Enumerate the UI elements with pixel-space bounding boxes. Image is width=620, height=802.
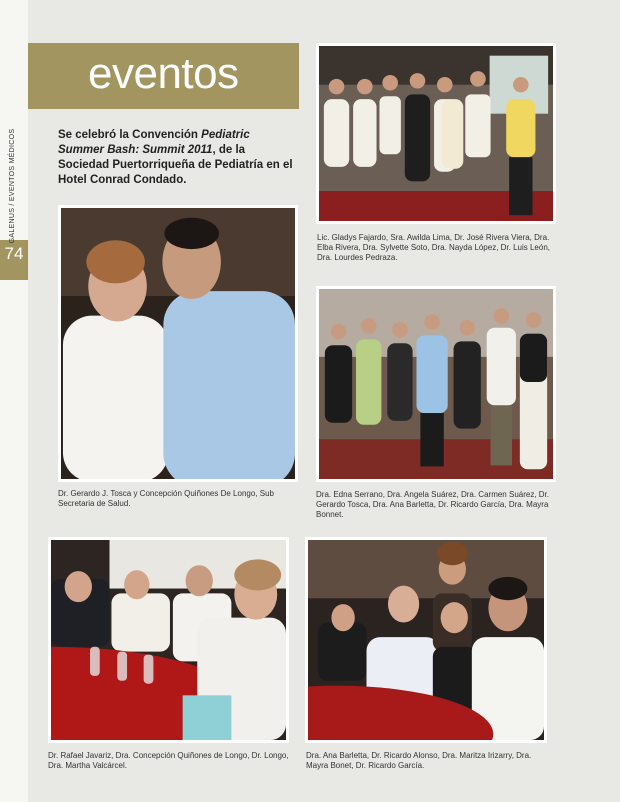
headline-event-name: Pediatric Summer Bash: Summit 2011 — [58, 129, 250, 156]
section-label: GALENUS / EVENTOS MÉDICOS — [9, 128, 16, 244]
page-number: 74 — [4, 244, 24, 263]
photo-table-five-caption: Dra. Ana Barletta, Dr. Ricardo Alonso, Dra. Maritza Irizarry, Dra. Mayra Bonet, Dr. Ricardo García. — [306, 751, 532, 770]
headline — [58, 128, 294, 188]
photo-table-five — [305, 537, 547, 743]
photo-group-seven-caption: Dra. Edna Serrano, Dra. Angela Suárez, Dra. Carmen Suárez, Dr. Gerardo Tosca, Dra. Ana Barletta, Dr. Ricardo García, Dra. Mayra Bonnet. — [316, 490, 549, 519]
photo-group-eight-caption: Lic. Gladys Fajardo, Sra. Awilda Lima, Dr. José Rivera Viera, Dra. Elba Rivera, Dra. Sylvette Soto, Dra. Nayda López, Dr. Luis León, Dra. Lourdes Pedraza. — [317, 233, 551, 262]
photo-tosca-quinones-caption: Dr. Gerardo J. Tosca y Concepción Quiñones De Longo, Sub Secretaria de Salud. — [58, 489, 274, 508]
photo-group-eight-image — [319, 46, 553, 221]
photo-table-four-caption: Dr. Rafael Javariz, Dra. Concepción Quiñones de Longo, Dr. Longo, Dra. Martha Valcárcel. — [48, 751, 289, 770]
section-banner — [28, 43, 299, 109]
headline-part2: , de la Sociedad Puertorriqueña de Pediatría en el Hotel Conrad Condado. — [58, 144, 293, 186]
photo-group-eight — [316, 43, 556, 224]
photo-table-four — [48, 537, 289, 743]
photo-group-seven-image — [319, 289, 553, 479]
banner-title: eventos — [88, 49, 239, 98]
photo-tosca-quinones-image — [61, 208, 295, 479]
photo-tosca-quinones — [58, 205, 298, 482]
headline-part1: Se celebró la Convención — [58, 129, 202, 141]
photo-table-four-image — [51, 540, 286, 740]
photo-table-five-image — [308, 540, 544, 740]
photo-group-seven — [316, 286, 556, 482]
